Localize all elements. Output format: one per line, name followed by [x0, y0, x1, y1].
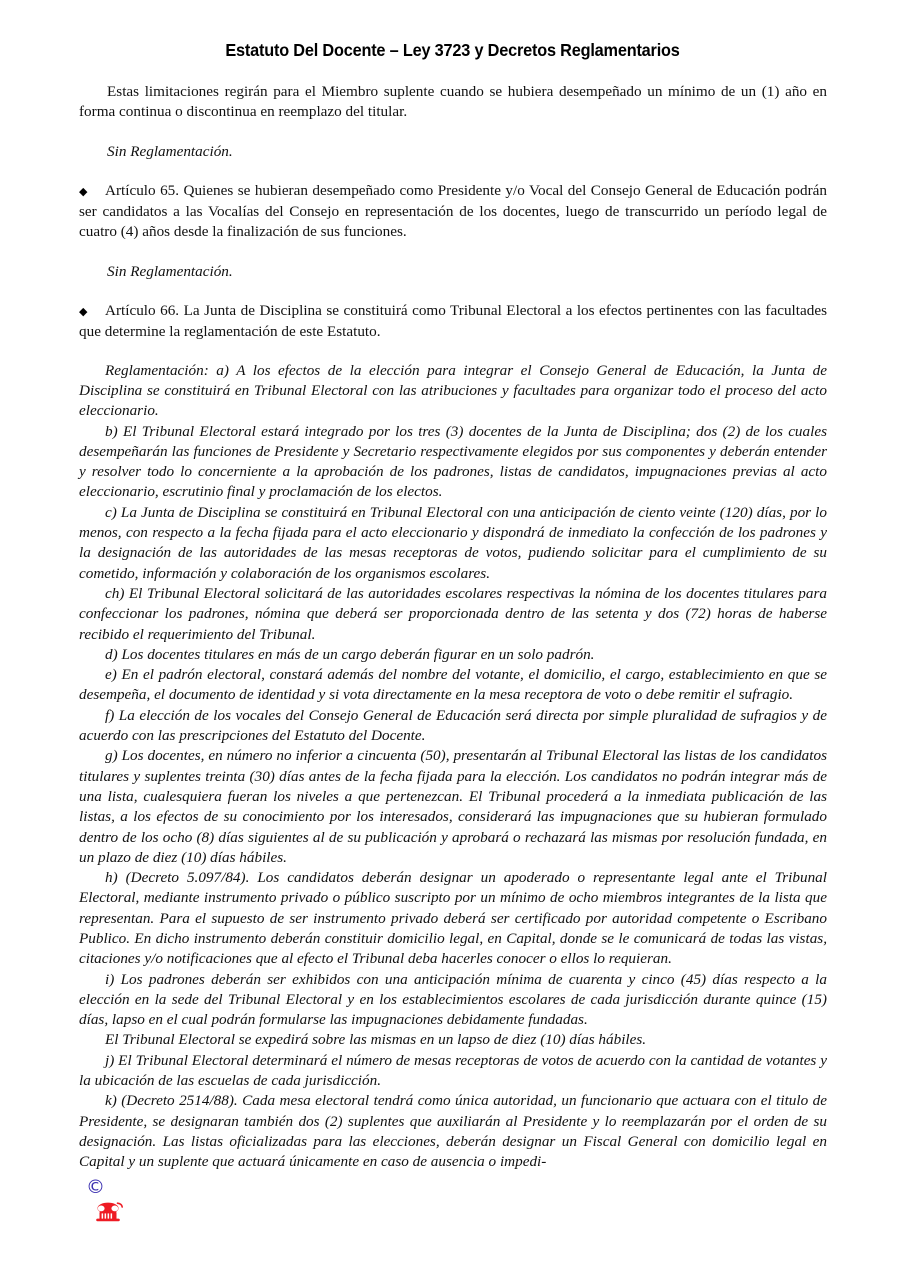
- articulo-65-text: Artículo 65. Quienes se hubieran desempeñado como Presidente y/o Vocal del Consejo General de Educación podrán ser candidatos a las Vocalías del Consejo en representación de los docentes, luego de transcurrido un período legal de cuatro (4) años desde la finalización de sus funciones.: [79, 181, 827, 241]
- reglamentacion-item: g) Los docentes, en número no inferior a cincuenta (50), presentarán al Tribunal Electoral las listas de los candidatos titulares y suplentes treinta (30) días antes de la fecha fijada para la elección. Los candidatos no podrán integrar más de una lista, cualesquiera fueran los niveles a que pertenezcan. El Tribunal procederá a la inmediata publicación de las listas, a los efectos de su conocimiento por los interesados, considerará las impugnaciones que su hubieran formulado dentro de los ocho (8) días siguientes al de su publicación y aprobará o rechazará las mismas por resolución fundada, en un plazo de diez (10) días hábiles.: [79, 747, 827, 866]
- reglamentacion-item: j) El Tribunal Electoral determinará el número de mesas receptoras de votos de acuerdo con la cantidad de votantes y la ubicación de las escuelas de cada jurisdicción.: [79, 1051, 827, 1090]
- sin-reglamentacion-2: Sin Reglamentación.: [107, 262, 233, 280]
- reglamentacion-block: [79, 361, 827, 1173]
- page-title: Estatuto Del Docente – Ley 3723 y Decretos Reglamentarios: [225, 40, 680, 60]
- articulo-66-text: Artículo 66. La Junta de Disciplina se constituirá como Tribunal Electoral a los efectos pertinentes con las facultades que determine la reglamentación de este Estatuto.: [79, 302, 827, 341]
- reglamentacion-item: d) Los docentes titulares en más de un cargo deberán figurar en un solo padrón.: [105, 645, 595, 663]
- copyright-icon: ©: [86, 1176, 105, 1198]
- reglamentacion-item: i) Los padrones deberán ser exhibidos con una anticipación mínima de cuarenta y cinco (45) días respecto a la elección en la sede del Tribunal Electoral y en los establecimientos escolares de cada jurisdicción durante quince (15) días, lapso en el cual podrán formularse las impugnaciones debidamente fundadas.: [79, 970, 827, 1029]
- reglamentacion-item: k) (Decreto 2514/88). Cada mesa electoral tendrá como única autoridad, un funcionario que actuara con el titulo de Presidente, se designaran también dos (2) suplentes que auxiliarán al Presidente y lo reemplazarán por el orden de su designación. Las listas oficializadas para las elecciones, deberán designar un Fiscal General con domicilio legal en Capital y un suplente que actuará únicamente en caso de ausencia o impedi-: [79, 1092, 827, 1171]
- page-footer: [86, 1178, 786, 1234]
- intro-paragraph: Estas limitaciones regirán para el Miembro suplente cuando se hubiera desempeñado un mínimo de un (1) año en forma continua o discontinua en reemplazo del titular.: [79, 83, 827, 121]
- reglamentacion-item: e) En el padrón electoral, constará además del nombre del votante, el domicilio, el cargo, establecimiento en que se desempeña, el documento de identidad y si vota directamente en la mesa receptora de voto o debe remitir el sufragio.: [79, 666, 827, 704]
- reglamentacion-item: h) (Decreto 5.097/84). Los candidatos deberán designar un apoderado o representante legal ante el Tribunal Electoral, mediante instrumento privado o público suscripto por un mínimo de ocho miembros integrantes de la lista que representan. Para el supuesto de ser instrumento privado deberá ser certificado por autoridad competente o Escribano Publico. En dicho instrumento deberán constituir domicilio legal, en Capital, donde se le comunicará de todas las vistas, citaciones y/o notificaciones que al efecto el Tribunal deba hacerles conocer o ellos lo requieran.: [79, 869, 827, 968]
- telephone-icon: [93, 1200, 123, 1224]
- reglamentacion-item: ch) El Tribunal Electoral solicitará de las autoridades escolares respectivas la nómina de los docentes titulares para confeccionar los padrones, nómina que deberá ser proporcionada dentro de las setenta y dos (72) horas de haberse recibido el requerimiento del Tribunal.: [79, 584, 827, 643]
- sin-reglamentacion-1: Sin Reglamentación.: [107, 142, 233, 160]
- document-body: [79, 82, 827, 1173]
- reglamentacion-item: El Tribunal Electoral se expedirá sobre las mismas en un lapso de diez (10) días hábiles.: [105, 1031, 647, 1049]
- reglamentacion-item: Reglamentación: a) A los efectos de la elección para integrar el Consejo General de Educación, la Junta de Disciplina se constituirá en Tribunal Electoral con las atribuciones y facultades para organizar todo el proceso del acto eleccionario.: [79, 361, 827, 420]
- diamond-bullet-icon: ◆: [79, 305, 88, 319]
- reglamentacion-item: f) La elección de los vocales del Consejo General de Educación será directa por simple pluralidad de sufragios y de acuerdo con las prescripciones del Estatuto del Docente.: [79, 706, 827, 745]
- reglamentacion-item: b) El Tribunal Electoral estará integrado por los tres (3) docentes de la Junta de Disciplina; dos (2) de los cuales desempeñarán las funciones de Presidente y Secretario respectivamente elegidos por sus componentes y deberán entender y resolver todo lo concerniente a la aprobación de los padrones, listas de candidatos, impugnaciones previas al acto eleccionario, escrutinio final y proclamación de los electos.: [79, 422, 827, 501]
- diamond-bullet-icon: ◆: [79, 184, 88, 198]
- articulo-65-paragraph: [79, 181, 827, 243]
- articulo-66-paragraph: [79, 301, 827, 343]
- reglamentacion-item: c) La Junta de Disciplina se constituirá en Tribunal Electoral con una anticipación de ciento veinte (120) días, por lo menos, con respecto a la fecha fijada para el acto eleccionario y dispondrá de inmediato la confección de los padrones y la designación de las autoridades de las mesas receptoras de votos, pudiendo solicitar para el cumplimiento de su cometido, información y colaboración de los organismos escolares.: [79, 503, 827, 582]
